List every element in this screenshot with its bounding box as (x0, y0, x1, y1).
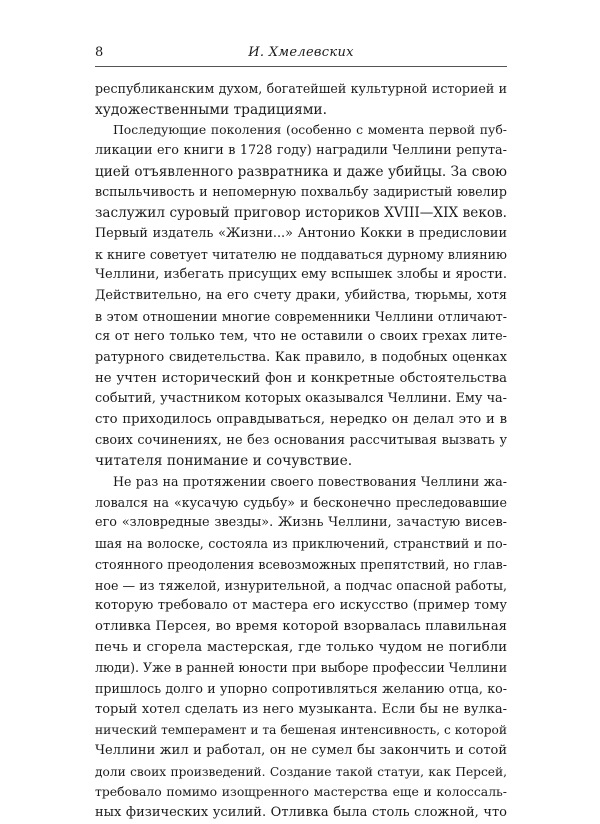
text-line: доли своих произведений. Создание такой статуи, как Персей, (95, 764, 507, 779)
text-line: художественными традициями. (95, 101, 328, 118)
text-line: ся от него только тем, что не оставили о своих грехах лите- (95, 329, 507, 345)
text-line: ликации его книги в 1728 году) наградили Челлини репута- (95, 143, 507, 159)
header-divider (95, 66, 507, 67)
text-line: не учтен исторический фон и конкретные обстоятельства (95, 370, 507, 386)
body-text (95, 79, 507, 824)
text-line: ное — из тяжелой, изнурительной, а подчас опасной работы, (95, 577, 507, 593)
text-line: Первый издатель «Жизни...» Антонио Кокки в предисловии (95, 225, 507, 241)
text-line: заслужил суровый приговор историков XVIII—XIX веков. (95, 205, 507, 222)
page-number: 8 (95, 45, 104, 60)
page-header (95, 44, 507, 62)
text-line: его «зловредные звезды». Жизнь Челлини, зачастую висев- (95, 515, 507, 531)
text-line: которую требовало от мастера его искусство (пример тому (95, 598, 507, 614)
text-line: событий, участником которых оказывался Челлини. Ему ча- (95, 391, 507, 407)
text-line: Действительно, на его счету драки, убийства, тюрьмы, хотя (95, 287, 507, 303)
running-head-author: И. Хмелевских (248, 45, 354, 60)
text-line: республиканским духом, богатейшей культурной историей и (95, 81, 507, 96)
text-line: вспыльчивость и непомерную похвальбу задиристый ювелир (95, 184, 507, 200)
text-line: Челлини, избегать присущих ему вспышек злобы и ярости. (95, 267, 507, 283)
text-line: печь и сгорела мастерская, где только чудом не погибли (95, 639, 507, 655)
text-line: в этом отношении многие современники Челлини отличают- (95, 308, 507, 324)
text-line: сто приходилось оправдываться, нередко он делал это и в (95, 412, 507, 427)
text-line: Челлини жил и работал, он не сумел бы закончить и сотой (95, 743, 507, 758)
text-line: стоянного преодоления всевозможных препятствий, но глав- (95, 556, 507, 572)
text-line: читателя понимание и сочувствие. (95, 453, 353, 470)
text-line: нический темперамент и та бешеная интенсивность, с которой (95, 723, 507, 738)
text-line: ловался на «кусачую судьбу» и бесконечно преследовавшие (95, 494, 507, 510)
text-line: пришлось долго и упорно сопротивляться желанию отца, ко- (95, 680, 507, 696)
text-line: своих сочинениях, не без основания рассчитывая вызвать у (95, 432, 507, 448)
text-line: ратурного свидетельства. Как правило, в подобных оценках (95, 349, 507, 365)
text-line: ных физических усилий. Отливка была столь сложной, что (95, 805, 507, 821)
text-line: к книге советует читателю не поддаваться дурному влиянию (95, 246, 507, 262)
text-line: торый хотел сделать из него музыканта. Если бы не вулка- (95, 701, 507, 717)
text-line: шая на волоске, состояла из приключений, странствий и по- (95, 536, 507, 552)
text-line: цией отъявленного развратника и даже убийцы. За свою (95, 163, 507, 180)
text-line: требовало помимо изощренного мастерства еще и колоссаль- (95, 784, 507, 800)
text-line: Последующие поколения (особенно с момента первой пуб- (113, 122, 507, 138)
text-line: отливка Персея, во время которой взорвалась плавильная (95, 618, 507, 634)
text-line: Не раз на протяжении своего повествования Челлини жа- (113, 474, 507, 490)
text-line: люди). Уже в ранней юности при выборе профессии Челлини (95, 660, 508, 676)
